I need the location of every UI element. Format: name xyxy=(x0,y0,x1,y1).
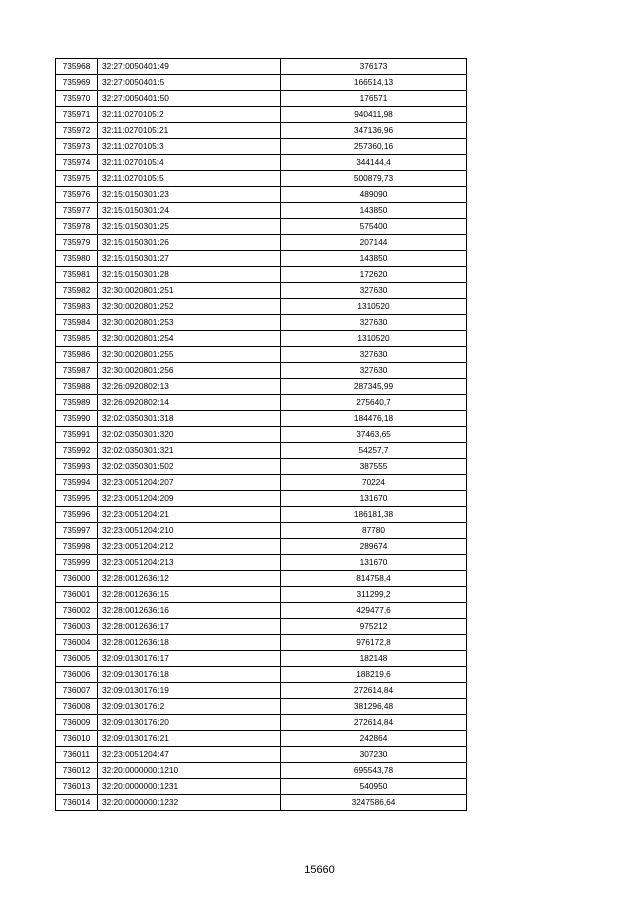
cadastral-number: 32:09:0130176:19 xyxy=(98,683,281,699)
table-row xyxy=(56,171,467,187)
table-row xyxy=(56,459,467,475)
table-row xyxy=(56,523,467,539)
row-number: 736009 xyxy=(56,715,98,731)
cadastral-value: 143850 xyxy=(281,203,467,219)
table-row xyxy=(56,379,467,395)
row-number: 736002 xyxy=(56,603,98,619)
cadastral-value: 184476,18 xyxy=(281,411,467,427)
table-row xyxy=(56,331,467,347)
page-number: 15660 xyxy=(304,864,335,876)
cadastral-number: 32:20:0000000:1232 xyxy=(98,795,281,811)
row-number: 735985 xyxy=(56,331,98,347)
cadastral-number: 32:28:0012636:15 xyxy=(98,587,281,603)
table-row xyxy=(56,715,467,731)
cadastral-number: 32:20:0000000:1210 xyxy=(98,763,281,779)
document-sheet xyxy=(55,58,466,811)
row-number: 735989 xyxy=(56,395,98,411)
row-number: 735969 xyxy=(56,75,98,91)
cadastral-value: 186181,38 xyxy=(281,507,467,523)
cadastral-value: 257360,16 xyxy=(281,139,467,155)
row-number: 735972 xyxy=(56,123,98,139)
cadastral-number: 32:02:0350301:318 xyxy=(98,411,281,427)
row-number: 736004 xyxy=(56,635,98,651)
table-row xyxy=(56,747,467,763)
cadastral-number: 32:23:0051204:213 xyxy=(98,555,281,571)
cadastral-value: 327630 xyxy=(281,347,467,363)
table-row xyxy=(56,699,467,715)
cadastral-number: 32:30:0020801:252 xyxy=(98,299,281,315)
cadastral-number: 32:02:0350301:321 xyxy=(98,443,281,459)
row-number: 735986 xyxy=(56,347,98,363)
table-row xyxy=(56,411,467,427)
row-number: 735976 xyxy=(56,187,98,203)
cadastral-value: 275640,7 xyxy=(281,395,467,411)
table-row xyxy=(56,507,467,523)
cadastral-value: 976172,8 xyxy=(281,635,467,651)
cadastral-value: 272614,84 xyxy=(281,715,467,731)
table-row xyxy=(56,75,467,91)
cadastral-number: 32:23:0051204:47 xyxy=(98,747,281,763)
table-body xyxy=(56,59,467,811)
row-number: 736008 xyxy=(56,699,98,715)
row-number: 735995 xyxy=(56,491,98,507)
cadastral-number: 32:26:0920802:14 xyxy=(98,395,281,411)
table-row xyxy=(56,491,467,507)
cadastral-value: 242864 xyxy=(281,731,467,747)
row-number: 736010 xyxy=(56,731,98,747)
row-number: 736005 xyxy=(56,651,98,667)
row-number: 735994 xyxy=(56,475,98,491)
row-number: 735968 xyxy=(56,59,98,75)
table-row xyxy=(56,571,467,587)
cadastral-value: 143850 xyxy=(281,251,467,267)
cadastral-value: 814758,4 xyxy=(281,571,467,587)
cadastral-value: 182148 xyxy=(281,651,467,667)
row-number: 736011 xyxy=(56,747,98,763)
table-row xyxy=(56,395,467,411)
cadastral-number: 32:15:0150301:27 xyxy=(98,251,281,267)
cadastral-value: 131670 xyxy=(281,555,467,571)
cadastral-value: 975212 xyxy=(281,619,467,635)
row-number: 736003 xyxy=(56,619,98,635)
table-row xyxy=(56,363,467,379)
row-number: 736013 xyxy=(56,779,98,795)
cadastral-number: 32:23:0051204:21 xyxy=(98,507,281,523)
table-row xyxy=(56,667,467,683)
row-number: 735988 xyxy=(56,379,98,395)
cadastral-number: 32:15:0150301:23 xyxy=(98,187,281,203)
cadastral-value: 287345,99 xyxy=(281,379,467,395)
row-number: 735992 xyxy=(56,443,98,459)
cadastral-number: 32:02:0350301:502 xyxy=(98,459,281,475)
row-number: 735971 xyxy=(56,107,98,123)
cadastral-value: 540950 xyxy=(281,779,467,795)
cadastral-value: 166514,13 xyxy=(281,75,467,91)
cadastral-value: 327630 xyxy=(281,363,467,379)
cadastral-value: 327630 xyxy=(281,315,467,331)
cadastral-number: 32:27:0050401:49 xyxy=(98,59,281,75)
row-number: 735974 xyxy=(56,155,98,171)
cadastral-number: 32:23:0051204:212 xyxy=(98,539,281,555)
cadastral-number: 32:15:0150301:26 xyxy=(98,235,281,251)
row-number: 735982 xyxy=(56,283,98,299)
cadastral-value: 347136,96 xyxy=(281,123,467,139)
cadastral-number: 32:27:0050401:50 xyxy=(98,91,281,107)
table-row xyxy=(56,139,467,155)
table-row xyxy=(56,155,467,171)
cadastral-number: 32:23:0051204:210 xyxy=(98,523,281,539)
cadastral-number: 32:11:0270105:2 xyxy=(98,107,281,123)
cadastral-number: 32:11:0270105:3 xyxy=(98,139,281,155)
table-row xyxy=(56,795,467,811)
cadastral-value: 54257,7 xyxy=(281,443,467,459)
row-number: 735970 xyxy=(56,91,98,107)
table-row xyxy=(56,123,467,139)
cadastral-value: 376173 xyxy=(281,59,467,75)
cadastral-number: 32:30:0020801:254 xyxy=(98,331,281,347)
cadastral-value: 381296,48 xyxy=(281,699,467,715)
cadastral-value: 1310520 xyxy=(281,299,467,315)
table-row xyxy=(56,475,467,491)
cadastral-number: 32:11:0270105:4 xyxy=(98,155,281,171)
row-number: 735996 xyxy=(56,507,98,523)
row-number: 735975 xyxy=(56,171,98,187)
cadastral-value: 131670 xyxy=(281,491,467,507)
cadastral-number: 32:20:0000000:1231 xyxy=(98,779,281,795)
table-row xyxy=(56,651,467,667)
table-row xyxy=(56,203,467,219)
cadastral-value: 272614,84 xyxy=(281,683,467,699)
cadastral-value: 172620 xyxy=(281,267,467,283)
cadastral-number: 32:11:0270105:21 xyxy=(98,123,281,139)
row-number: 735991 xyxy=(56,427,98,443)
table-row xyxy=(56,555,467,571)
cadastral-number: 32:15:0150301:28 xyxy=(98,267,281,283)
table-row xyxy=(56,219,467,235)
cadastral-number: 32:15:0150301:25 xyxy=(98,219,281,235)
row-number: 736007 xyxy=(56,683,98,699)
row-number: 735981 xyxy=(56,267,98,283)
table-row xyxy=(56,635,467,651)
cadastral-number: 32:11:0270105:5 xyxy=(98,171,281,187)
table-row xyxy=(56,347,467,363)
cadastral-value: 3247586,64 xyxy=(281,795,467,811)
table-row xyxy=(56,539,467,555)
cadastral-number: 32:27:0050401:5 xyxy=(98,75,281,91)
cadastral-value: 940411,98 xyxy=(281,107,467,123)
table-row xyxy=(56,315,467,331)
cadastral-value-table xyxy=(55,58,467,811)
row-number: 736000 xyxy=(56,571,98,587)
cadastral-number: 32:28:0012636:16 xyxy=(98,603,281,619)
cadastral-number: 32:30:0020801:255 xyxy=(98,347,281,363)
row-number: 735983 xyxy=(56,299,98,315)
table-row xyxy=(56,587,467,603)
row-number: 735999 xyxy=(56,555,98,571)
cadastral-value: 188219,6 xyxy=(281,667,467,683)
cadastral-value: 289674 xyxy=(281,539,467,555)
cadastral-value: 176571 xyxy=(281,91,467,107)
row-number: 735998 xyxy=(56,539,98,555)
table-row xyxy=(56,251,467,267)
cadastral-number: 32:09:0130176:17 xyxy=(98,651,281,667)
table-row xyxy=(56,779,467,795)
cadastral-value: 344144,4 xyxy=(281,155,467,171)
cadastral-number: 32:30:0020801:251 xyxy=(98,283,281,299)
cadastral-value: 70224 xyxy=(281,475,467,491)
cadastral-value: 37463,65 xyxy=(281,427,467,443)
cadastral-value: 311299,2 xyxy=(281,587,467,603)
table-row xyxy=(56,763,467,779)
cadastral-number: 32:28:0012636:17 xyxy=(98,619,281,635)
cadastral-value: 1310520 xyxy=(281,331,467,347)
cadastral-value: 489090 xyxy=(281,187,467,203)
row-number: 735977 xyxy=(56,203,98,219)
table-row xyxy=(56,299,467,315)
table-row xyxy=(56,187,467,203)
table-row xyxy=(56,443,467,459)
row-number: 735978 xyxy=(56,219,98,235)
cadastral-number: 32:30:0020801:256 xyxy=(98,363,281,379)
row-number: 736001 xyxy=(56,587,98,603)
table-row xyxy=(56,427,467,443)
cadastral-number: 32:23:0051204:209 xyxy=(98,491,281,507)
row-number: 735990 xyxy=(56,411,98,427)
table-row xyxy=(56,619,467,635)
cadastral-number: 32:28:0012636:18 xyxy=(98,635,281,651)
table-row xyxy=(56,91,467,107)
cadastral-value: 429477,6 xyxy=(281,603,467,619)
cadastral-value: 695543,78 xyxy=(281,763,467,779)
row-number: 736012 xyxy=(56,763,98,779)
row-number: 735979 xyxy=(56,235,98,251)
table-row xyxy=(56,603,467,619)
cadastral-number: 32:09:0130176:18 xyxy=(98,667,281,683)
row-number: 736006 xyxy=(56,667,98,683)
row-number: 735980 xyxy=(56,251,98,267)
cadastral-value: 87780 xyxy=(281,523,467,539)
row-number: 735997 xyxy=(56,523,98,539)
row-number: 736014 xyxy=(56,795,98,811)
cadastral-number: 32:09:0130176:2 xyxy=(98,699,281,715)
table-row xyxy=(56,267,467,283)
table-row xyxy=(56,683,467,699)
table-row xyxy=(56,59,467,75)
cadastral-value: 207144 xyxy=(281,235,467,251)
cadastral-number: 32:30:0020801:253 xyxy=(98,315,281,331)
table-row xyxy=(56,235,467,251)
row-number: 735984 xyxy=(56,315,98,331)
cadastral-number: 32:02:0350301:320 xyxy=(98,427,281,443)
table-row xyxy=(56,731,467,747)
row-number: 735993 xyxy=(56,459,98,475)
cadastral-number: 32:09:0130176:21 xyxy=(98,731,281,747)
cadastral-number: 32:09:0130176:20 xyxy=(98,715,281,731)
cadastral-number: 32:15:0150301:24 xyxy=(98,203,281,219)
table-row xyxy=(56,107,467,123)
cadastral-value: 327630 xyxy=(281,283,467,299)
row-number: 735973 xyxy=(56,139,98,155)
cadastral-number: 32:28:0012636:12 xyxy=(98,571,281,587)
cadastral-value: 387555 xyxy=(281,459,467,475)
cadastral-number: 32:23:0051204:207 xyxy=(98,475,281,491)
cadastral-value: 575400 xyxy=(281,219,467,235)
row-number: 735987 xyxy=(56,363,98,379)
cadastral-number: 32:26:0920802:13 xyxy=(98,379,281,395)
cadastral-value: 307230 xyxy=(281,747,467,763)
cadastral-value: 500879,73 xyxy=(281,171,467,187)
table-row xyxy=(56,283,467,299)
